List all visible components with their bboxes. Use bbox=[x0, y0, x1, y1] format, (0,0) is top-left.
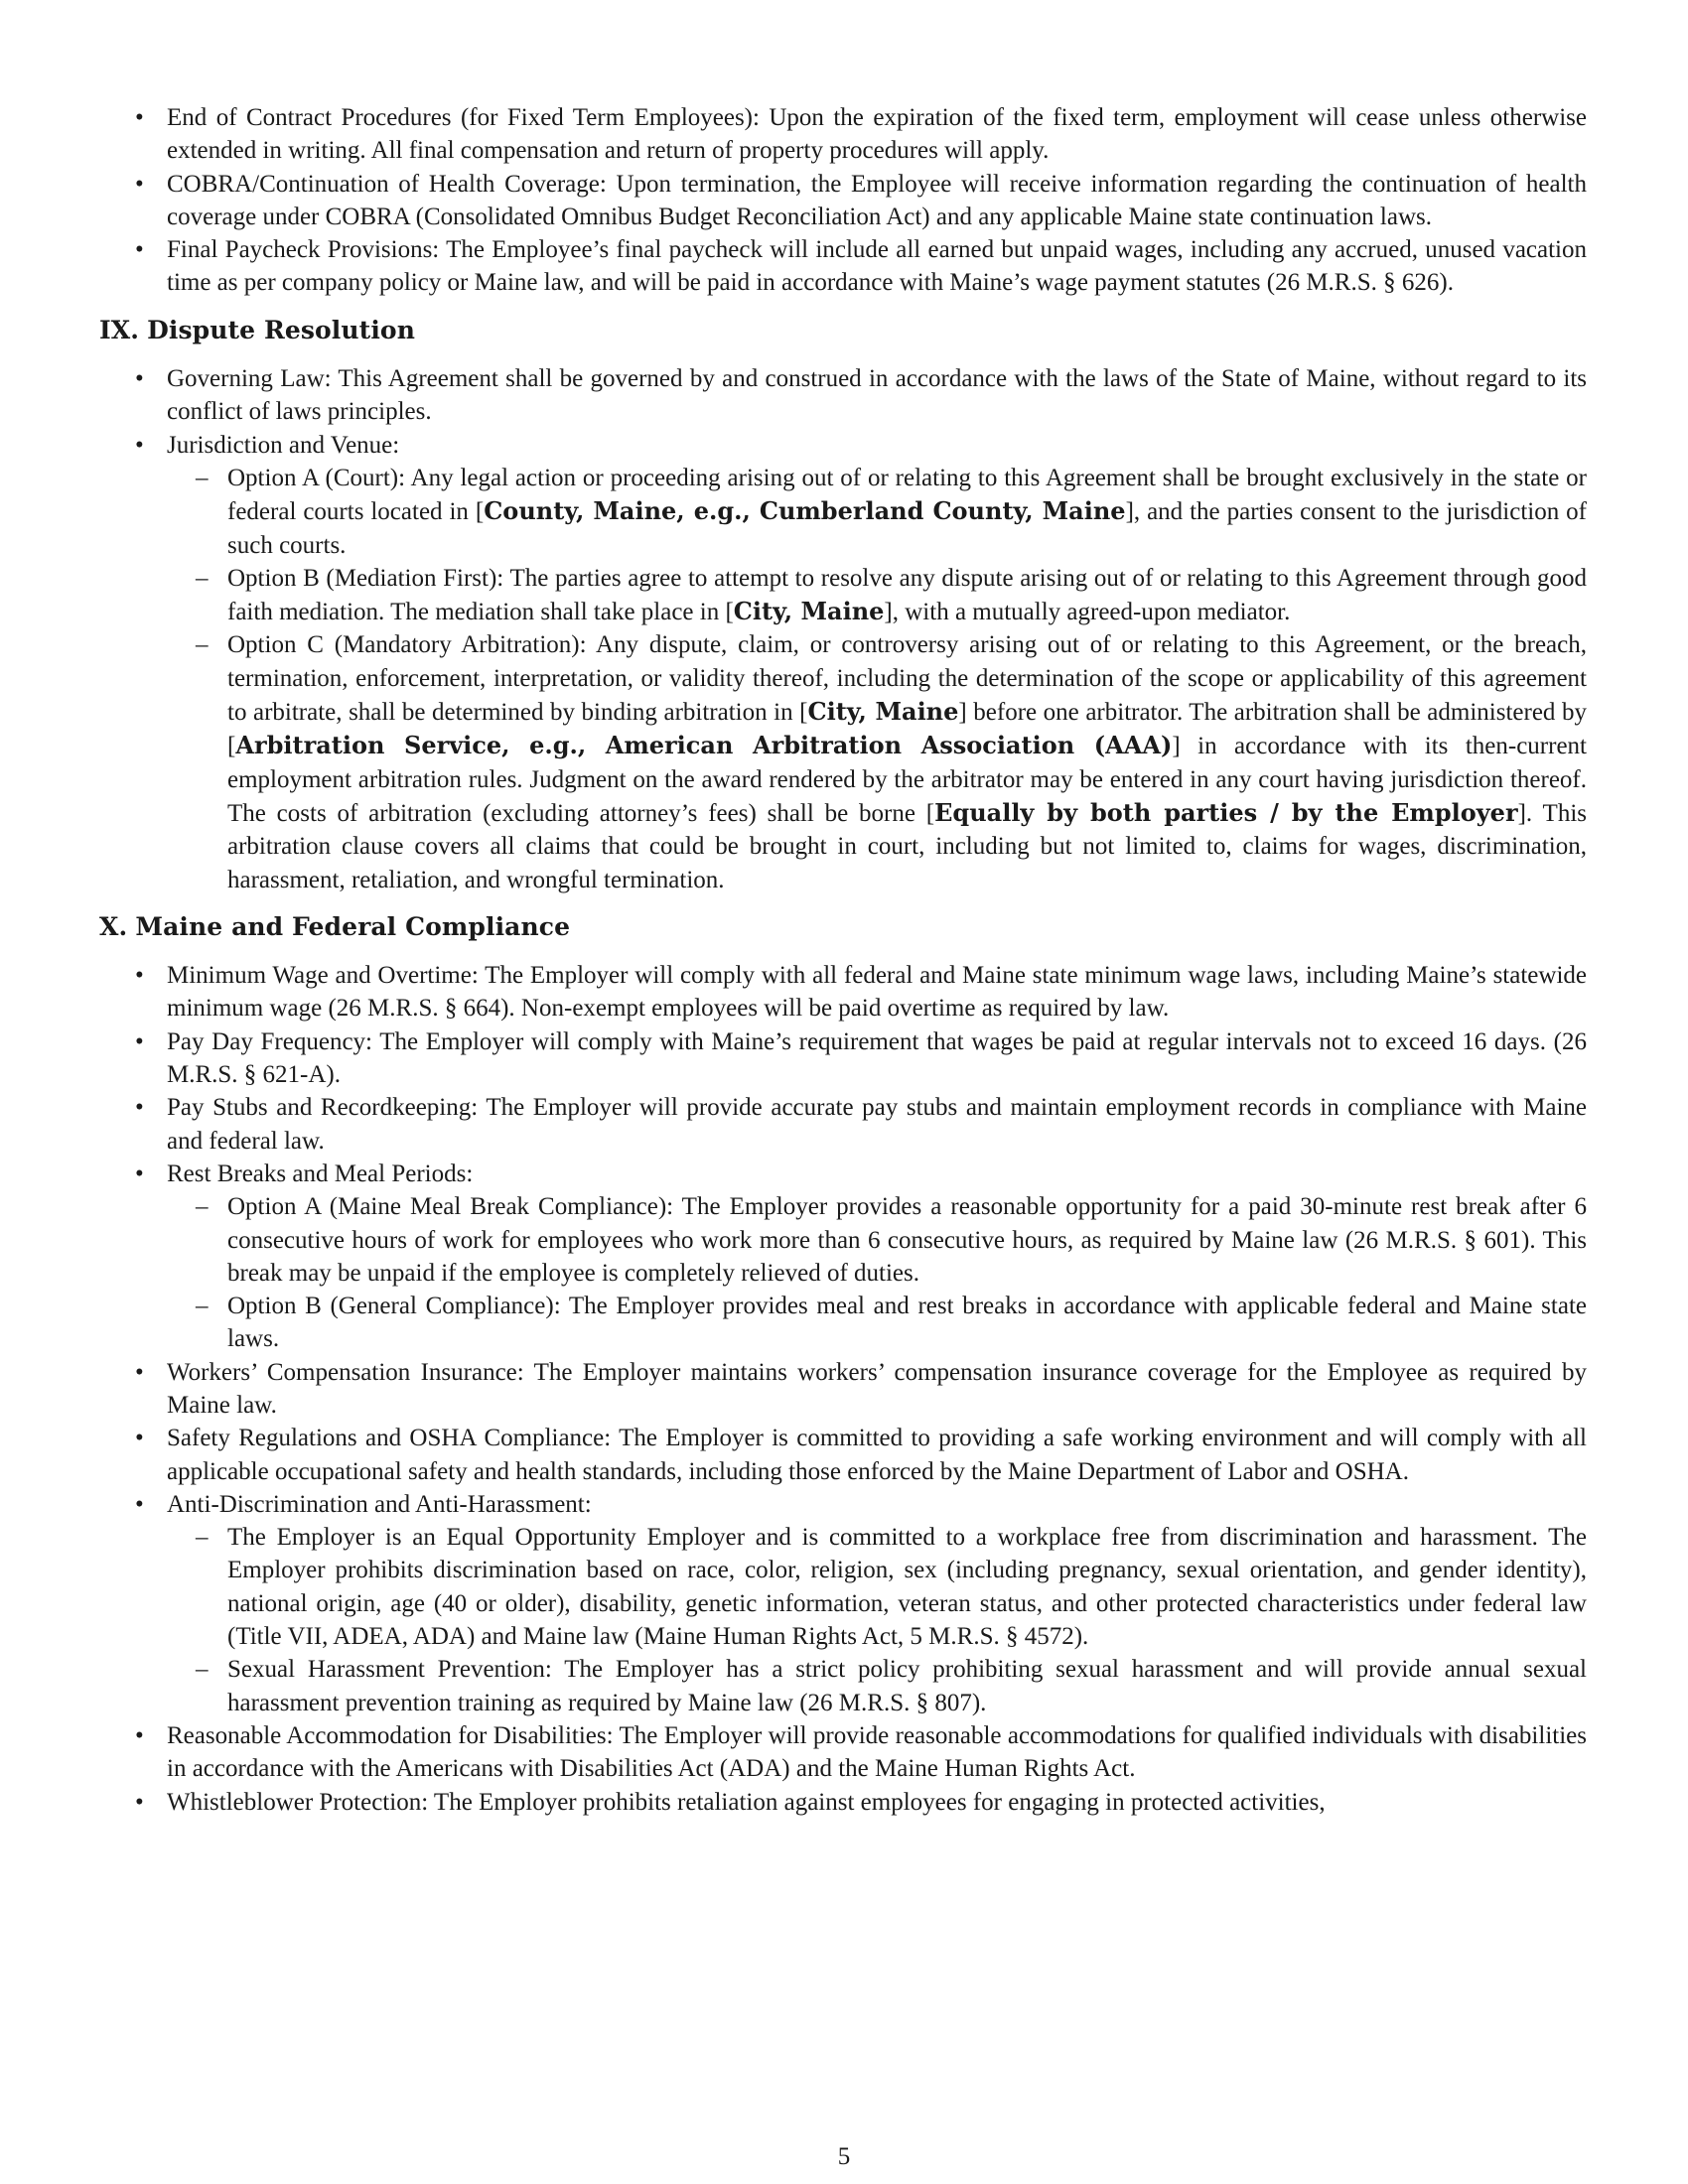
list-item-end-of-contract: • End of Contract Procedures (for Fixed Term Employees): Upon the expiration of the fixed term, employment will cease unless otherwise extended in writing. All final compensation and return of property procedures will apply. bbox=[99, 101, 1587, 168]
option-court bbox=[167, 462, 1587, 562]
list-item-anti-discrimination bbox=[99, 1488, 1587, 1719]
anti-discrimination-label: Anti-Discrimination and Anti-Harassment: bbox=[167, 1490, 592, 1518]
list-item-pay-day: • Pay Day Frequency: The Employer will comply with Maine’s requirement that wages be paid at regular intervals not to exceed 16 days. (26 M.R.S. § 621-A). bbox=[99, 1025, 1587, 1092]
placeholder-arbitration-service: Arbitration Service, e.g., American Arbitration Association (AAA) bbox=[235, 731, 1173, 760]
section-heading-dispute-resolution bbox=[99, 314, 1587, 346]
jurisdiction-options-list bbox=[167, 462, 1587, 896]
anti-discrimination-list bbox=[167, 1521, 1587, 1719]
option-mediation bbox=[167, 562, 1587, 629]
section-number: IX. bbox=[99, 315, 140, 344]
option-arbitration-text-3: ] in accordance with its then-current employment arbitration rules. Judgment on the award rendered by the arbitrator may be entered in any court having jurisdiction thereof. The costs of arbitration (excluding attorney’s fees) shall be borne [ bbox=[227, 733, 1587, 827]
list-item-workers-comp: • Workers’ Compensation Insurance: The Employer maintains workers’ compensation insurance coverage for the Employee as required by Maine law. bbox=[99, 1356, 1587, 1423]
section-title: Maine and Federal Compliance bbox=[135, 911, 571, 941]
list-item-rest-breaks bbox=[99, 1158, 1587, 1356]
jurisdiction-label: Jurisdiction and Venue: bbox=[167, 431, 400, 459]
dispute-resolution-list bbox=[99, 362, 1587, 896]
section-heading-compliance bbox=[99, 910, 1587, 943]
section-title: Dispute Resolution bbox=[147, 315, 415, 344]
placeholder-county: County, Maine, e.g., Cumberland County, Maine bbox=[484, 496, 1126, 526]
list-item-governing-law: • Governing Law: This Agreement shall be governed by and construed in accordance with the laws of the State of Maine, without regard to its conflict of laws principles. bbox=[99, 362, 1587, 429]
termination-items-list bbox=[99, 101, 1587, 300]
option-mediation-text-end: ], with a mutually agreed-upon mediator. bbox=[884, 599, 1291, 626]
rest-breaks-label: Rest Breaks and Meal Periods: bbox=[167, 1160, 474, 1187]
option-court-text-end: ], and the parties consent to the jurisdiction of such courts. bbox=[227, 498, 1588, 559]
placeholder-city: City, Maine bbox=[733, 597, 885, 626]
list-item-final-paycheck: • Final Paycheck Provisions: The Employee’s final paycheck will include all earned but unpaid wages, including any accrued, unused vacation time as per company policy or Maine law, and will be paid in accordance with Maine’s wage payment statutes (26 M.R.S. § 626). bbox=[99, 233, 1587, 300]
list-item-whistleblower: • Whistleblower Protection: The Employer prohibits retaliation against employees for engaging in protected activities, bbox=[99, 1786, 1587, 1819]
placeholder-arbitration-city: City, Maine bbox=[807, 697, 959, 727]
section-number: X. bbox=[99, 911, 128, 941]
placeholder-cost-allocation: Equally by both parties / by the Employer bbox=[934, 797, 1518, 827]
list-item-pay-stubs: • Pay Stubs and Recordkeeping: The Employer will provide accurate pay stubs and maintain employment records in compliance with Maine and federal law. bbox=[99, 1091, 1587, 1158]
option-court-text: Option A (Court): Any legal action or proceeding arising out of or relating to this Agreement shall be brought exclusively in the state or federal courts located in [ bbox=[227, 464, 1587, 526]
page-content bbox=[99, 101, 1587, 1819]
option-arbitration-text: Option C (Mandatory Arbitration): Any dispute, claim, or controversy arising out of or relating to this Agreement, or the breach, termination, enforcement, interpretation, or validity thereof, including the determination of the scope or applicability of this agreement to arbitrate, shall be determined by binding arbitration in [ bbox=[227, 631, 1587, 727]
page-number: 5 bbox=[837, 2143, 851, 2170]
option-mediation-text: Option B (Mediation First): The parties agree to attempt to resolve any dispute arising out of or relating to this Agreement through good faith mediation. The mediation shall take place in [ bbox=[227, 564, 1587, 626]
option-arbitration bbox=[167, 628, 1587, 895]
rest-breaks-options-list bbox=[167, 1190, 1587, 1355]
list-item-accommodation: • Reasonable Accommodation for Disabilities: The Employer will provide reasonable accommodations for qualified individuals with disabilities in accordance with the Americans with Disabilities Act (ADA) and the Maine Human Rights Act. bbox=[99, 1719, 1587, 1786]
compliance-list bbox=[99, 959, 1587, 1819]
list-item-safety: • Safety Regulations and OSHA Compliance: The Employer is committed to providing a safe working environment and will comply with all applicable occupational safety and health standards, including those enforced by the Maine Department of Labor and OSHA. bbox=[99, 1422, 1587, 1488]
list-item-minimum-wage: • Minimum Wage and Overtime: The Employer will comply with all federal and Maine state minimum wage laws, including Maine’s statewide minimum wage (26 M.R.S. § 664). Non-exempt employees will be paid overtime as required by law. bbox=[99, 959, 1587, 1025]
option-arbitration-text-end: ]. This arbitration clause covers all claims that could be brought in court, including but not limited to, claims for wages, discrimination, harassment, retaliation, and wrongful termination. bbox=[227, 799, 1587, 893]
rest-option-a: – Option A (Maine Meal Break Compliance): The Employer provides a reasonable opportunity for a paid 30-minute rest break after 6 consecutive hours of work for employees who work more than 6 consecutive hours, as required by Maine law (26 M.R.S. § 601). This break may be unpaid if the employee is completely relieved of duties. bbox=[167, 1190, 1587, 1290]
rest-option-b: – Option B (General Compliance): The Employer provides meal and rest breaks in accordance with applicable federal and Maine state laws. bbox=[167, 1290, 1587, 1356]
list-item-cobra: • COBRA/Continuation of Health Coverage: Upon termination, the Employee will receive information regarding the continuation of health coverage under COBRA (Consolidated Omnibus Budget Reconciliation Act) and any applicable Maine state continuation laws. bbox=[99, 168, 1587, 234]
option-arbitration-text-2: ] before one arbitrator. The arbitration shall be administered by [ bbox=[227, 699, 1587, 760]
list-item-jurisdiction bbox=[99, 429, 1587, 896]
sexual-harassment-prevention: – Sexual Harassment Prevention: The Employer has a strict policy prohibiting sexual harassment and will provide annual sexual harassment prevention training as required by Maine law (26 M.R.S. § 807). bbox=[167, 1653, 1587, 1719]
anti-discrimination-eeo: – The Employer is an Equal Opportunity Employer and is committed to a workplace free from discrimination and harassment. The Employer prohibits discrimination based on race, color, religion, sex (including pregnancy, sexual orientation, and gender identity), national origin, age (40 or older), disability, genetic information, veteran status, and other protected characteristics under federal law (Title VII, ADEA, ADA) and Maine law (Maine Human Rights Act, 5 M.R.S. § 4572). bbox=[167, 1521, 1587, 1653]
